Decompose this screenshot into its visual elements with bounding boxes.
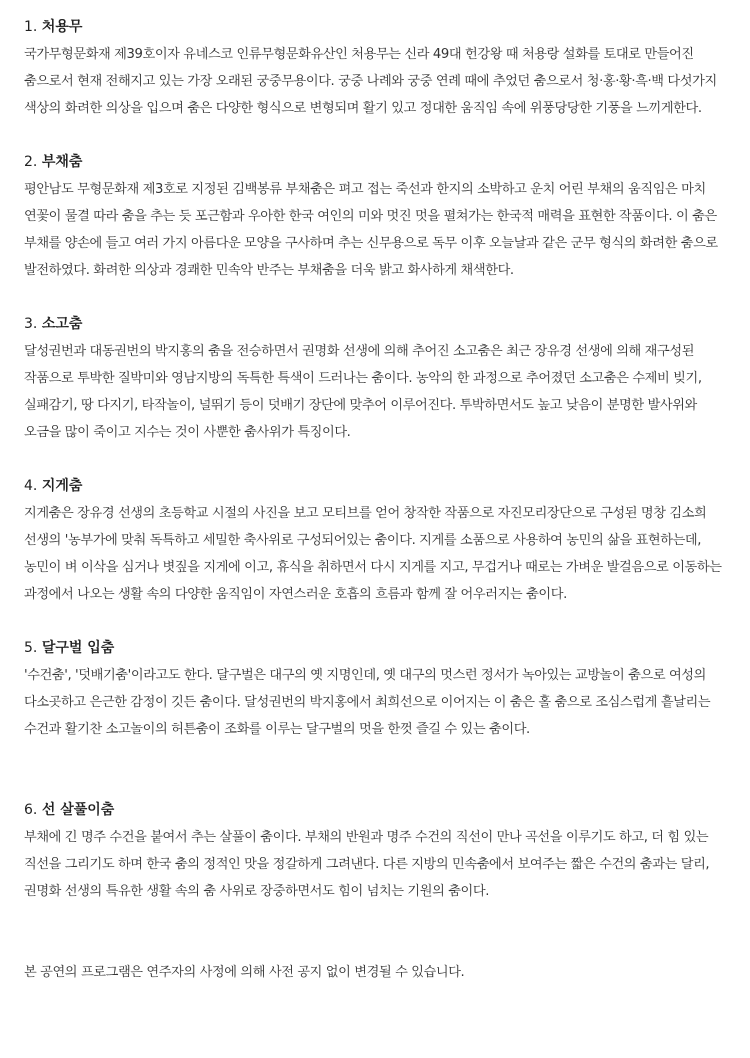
spacer <box>24 743 736 797</box>
program-item-title <box>24 473 736 500</box>
spacer <box>24 284 736 311</box>
program-change-notice: 본 공연의 프로그램은 연주자의 사정에 의해 사전 공지 없이 변경될 수 있습니다. <box>24 965 465 980</box>
program-item-3 <box>24 311 736 446</box>
program-item-name: 달구벌 입춤 <box>41 640 115 656</box>
program-item-description: 지게춤은 장유경 선생의 초등학교 시절의 사진을 보고 모티브를 얻어 창작한 작품으로 자진모리장단으로 구성된 명창 김소희 선생의 '농부가에 맞춰 독특하고 세밀한 축사위로 구성되어있는 춤이다. 지게를 소품으로 사용하여 농민의 삶을 표현하는데, 농민이 벼 이삭을 심거나 볏짚을 지게에 이고, 휴식을 취하면서 다시 지게를 지고, 무겁거나 때로는 가벼운 발걸음으로 이동하는 과정에서 나오는 생활 속의 다양한 움직임이 자연스러운 호흡의 흐름과 함께 잘 어우러지는 춤이다. <box>24 506 722 602</box>
program-item-2 <box>24 149 736 284</box>
program-item-title <box>24 14 736 41</box>
program-item-title <box>24 311 736 338</box>
program-item-5 <box>24 635 736 743</box>
program-item-name: 부채춤 <box>41 154 83 170</box>
program-item-description: 부채에 긴 명주 수건을 붙여서 추는 살풀이 춤이다. 부채의 반원과 명주 수건의 직선이 만나 곡선을 이루기도 하고, 더 힘 있는 직선을 그리기도 하며 한국 춤의 정적인 맛을 정갈하게 그려낸다. 다른 지방의 민속춤에서 보여주는 짧은 수건의 춤과는 달리, 권명화 선생의 특유한 생활 속의 춤 사위로 장중하면서도 힘이 넘치는 기원의 춤이다. <box>24 830 710 899</box>
program-item-description: 평안남도 무형문화재 제3호로 지정된 김백봉류 부채춤은 펴고 접는 죽선과 한지의 소박하고 운치 어린 부채의 움직임은 마치 연꽃이 물결 따라 춤을 추는 듯 포근함과 우아한 한국 여인의 미와 멋진 멋을 펼쳐가는 한국적 매력을 표현한 작품이다. 이 춤은 부채를 양손에 들고 여러 가지 아름다운 모양을 구사하며 추는 신무용으로 독무 이후 오늘날과 같은 군무 형식의 화려한 춤으로 발전하였다. 화려한 의상과 경쾌한 민속악 반주는 부채춤을 더욱 밝고 화사하게 채색한다. <box>24 182 718 278</box>
program-item-number: 5. <box>24 640 38 656</box>
spacer <box>24 446 736 473</box>
program-item-6 <box>24 797 736 905</box>
program-item-name: 지게춤 <box>41 478 83 494</box>
program-item-title <box>24 635 736 662</box>
program-item-1 <box>24 14 736 122</box>
program-item-title <box>24 797 736 824</box>
spacer <box>24 608 736 635</box>
program-item-name: 소고춤 <box>41 316 83 332</box>
program-item-4 <box>24 473 736 608</box>
program-item-description: '수건춤', '덧배기춤'이라고도 한다. 달구벌은 대구의 옛 지명인데, 옛 대구의 멋스런 정서가 녹아있는 교방놀이 춤으로 여성의 다소곳하고 은근한 감정이 깃든 춤이다. 달성권번의 박지홍에서 최희선으로 이어지는 이 춤은 홀 춤으로 조심스럽게 흩날리는 수건과 활기찬 소고놀이의 허튼춤이 조화를 이루는 달구벌의 멋을 한껏 즐길 수 있는 춤이다. <box>24 668 711 737</box>
program-item-description: 달성권번과 대동권번의 박지홍의 춤을 전승하면서 권명화 선생에 의해 추어진 소고춤은 최근 장유경 선생에 의해 재구성된 작품으로 투박한 질박미와 영남지방의 독특한 특색이 드러나는 춤이다. 농악의 한 과정으로 추어졌던 소고춤은 수제비 빚기, 실패감기, 땅 다지기, 타작놀이, 널뛰기 등이 덧배기 장단에 맞추어 이루어진다. 투박하면서도 높고 낮음이 분명한 발사위와 오금을 많이 죽이고 지수는 것이 사뿐한 춤사위가 특징이다. <box>24 344 702 440</box>
program-item-number: 3. <box>24 316 38 332</box>
spacer <box>24 122 736 149</box>
program-item-name: 선 살풀이춤 <box>41 802 115 818</box>
spacer <box>24 905 736 959</box>
program-item-number: 2. <box>24 154 38 170</box>
program-item-number: 4. <box>24 478 38 494</box>
program-item-number: 6. <box>24 802 38 818</box>
program-item-number: 1. <box>24 19 38 35</box>
program-item-name: 처용무 <box>41 19 83 35</box>
program-item-title <box>24 149 736 176</box>
program-item-description: 국가무형문화재 제39호이자 유네스코 인류무형문화유산인 처용무는 신라 49대 헌강왕 때 처용랑 설화를 토대로 만들어진 춤으로서 현재 전해지고 있는 가장 오래된 궁중무용이다. 궁중 나례와 궁중 연례 때에 추었던 춤으로서 청·홍·황·흑·백 다섯가지 색상의 화려한 의상을 입으며 춤은 다양한 형식으로 변형되며 활기 있고 정대한 움직임 속에 위풍당당한 기풍을 느끼게한다. <box>24 47 717 116</box>
